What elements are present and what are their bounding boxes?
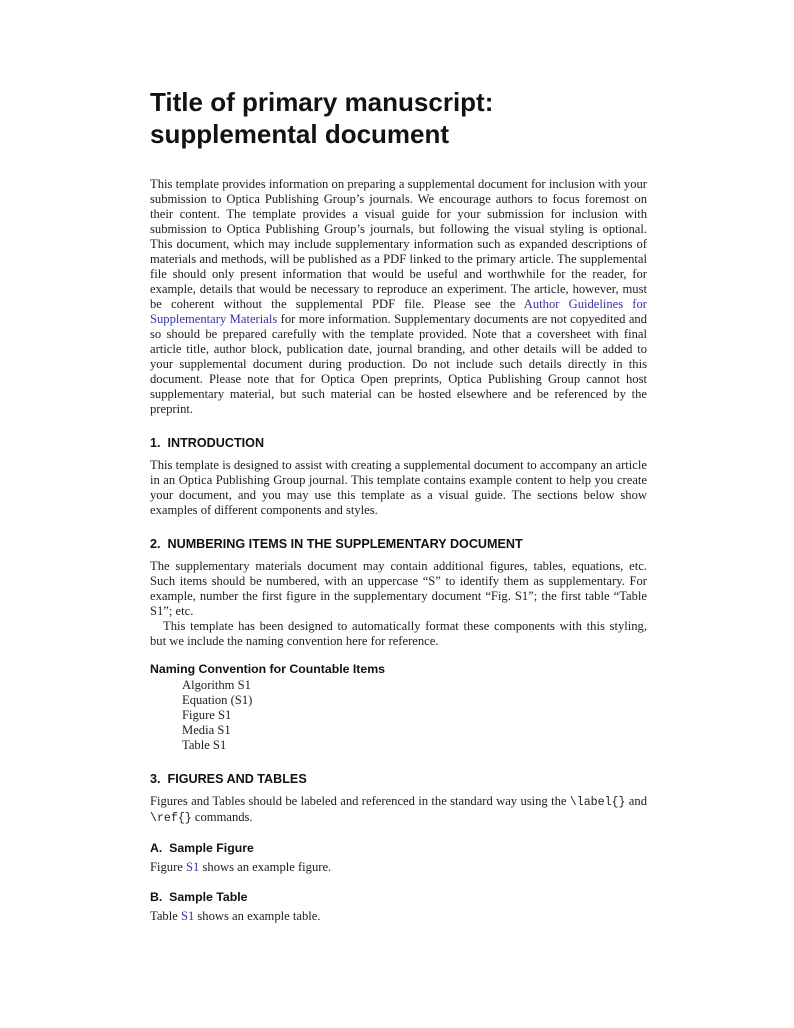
figures-text-3: commands.	[191, 810, 253, 824]
list-item-algorithm: Algorithm S1	[182, 678, 251, 692]
list-item-table: Table S1	[182, 738, 227, 752]
list-item-media: Media S1	[182, 723, 231, 737]
title-line-2: supplemental document	[150, 119, 450, 149]
naming-convention-list	[182, 678, 647, 753]
document-title	[150, 86, 647, 150]
abstract-text-before-link: This template provides information on preparing a supplemental document for inclusion with your submission to Optica Publishing Group’s journals. We encourage authors to focus foremost on their content. The template provides a visual guide for your submission for inclusion with submission to Optica Publishing Group’s journals, but following the visual styling is optional. This document, which may include supplementary information such as expanded descriptions of materials and methods, will be published as a PDF linked to the primary article. The supplemental file should only present information that would be useful and worthwhile for the reader, for example, details that would be necessary to reproduce an experiment. The article, however, must be coherent without the supplemental PDF file. Please see the	[150, 177, 647, 311]
naming-convention-heading: Naming Convention for Countable Items	[150, 662, 386, 676]
list-item-figure: Figure S1	[182, 708, 232, 722]
section-heading-introduction: 1. INTRODUCTION	[150, 436, 265, 450]
sample-figure-text-before: Figure	[150, 860, 187, 874]
abstract-paragraph	[150, 177, 647, 417]
numbering-paragraph-2: This template has been designed to automatically format these components with this styling, but we include the naming convention here for reference.	[150, 619, 647, 648]
title-line-1: Title of primary manuscript:	[150, 87, 494, 117]
ref-command-code: \ref{}	[150, 812, 192, 825]
subsection-heading-sample-figure: A. Sample Figure	[150, 841, 254, 855]
label-command-code: \label{}	[569, 796, 626, 809]
section-heading-figures-tables: 3. FIGURES AND TABLES	[150, 772, 307, 786]
introduction-paragraph: This template is designed to assist with creating a supplemental document to accompany an article in an Optica Publishing Group journal. This template contains example content to help you create your document, and you may use this template as a visual guide. The sections below show examples of different components and styles.	[150, 458, 647, 517]
document-content	[150, 86, 647, 924]
subsection-heading-sample-table: B. Sample Table	[150, 890, 248, 904]
numbering-paragraph-1: The supplementary materials document may contain additional figures, tables, equations, etc. Such items should be numbered, with an uppercase “S” to identify them as supplementary. For example, number the first figure in the supplementary document “Fig. S1”; the first table “Table S1”; etc.	[150, 559, 647, 618]
figure-s1-ref-link[interactable]: S1	[186, 860, 200, 874]
figures-tables-paragraph	[150, 794, 647, 826]
sample-figure-text-after: shows an example figure.	[199, 860, 332, 874]
abstract-text-after-link: for more information. Supplementary documents are not copyedited and so should be prepared carefully with the template provided. Note that a coversheet with final article title, author block, publication date, journal branding, and other details will be added to your supplemental document during production. Do not include such details directly in this document. Please note that for Optica Open preprints, Optica Publishing Group cannot host supplementary material, but such material can be hosted elsewhere and be referenced by the preprint.	[150, 312, 648, 416]
list-item-equation: Equation (S1)	[182, 693, 253, 707]
sample-table-text-before: Table	[150, 909, 181, 923]
table-s1-ref-link[interactable]: S1	[180, 909, 195, 923]
section-heading-numbering: 2. NUMBERING ITEMS IN THE SUPPLEMENTARY DOCUMENT	[150, 537, 523, 551]
figures-text-2: and	[625, 794, 647, 808]
sample-table-paragraph	[150, 909, 647, 924]
sample-figure-paragraph	[150, 860, 647, 875]
author-guidelines-link[interactable]: Author Guidelines for Supplementary Materials	[150, 297, 647, 326]
figures-text-1: Figures and Tables should be labeled and referenced in the standard way using the	[150, 794, 570, 808]
sample-table-text-after: shows an example table.	[194, 909, 321, 923]
